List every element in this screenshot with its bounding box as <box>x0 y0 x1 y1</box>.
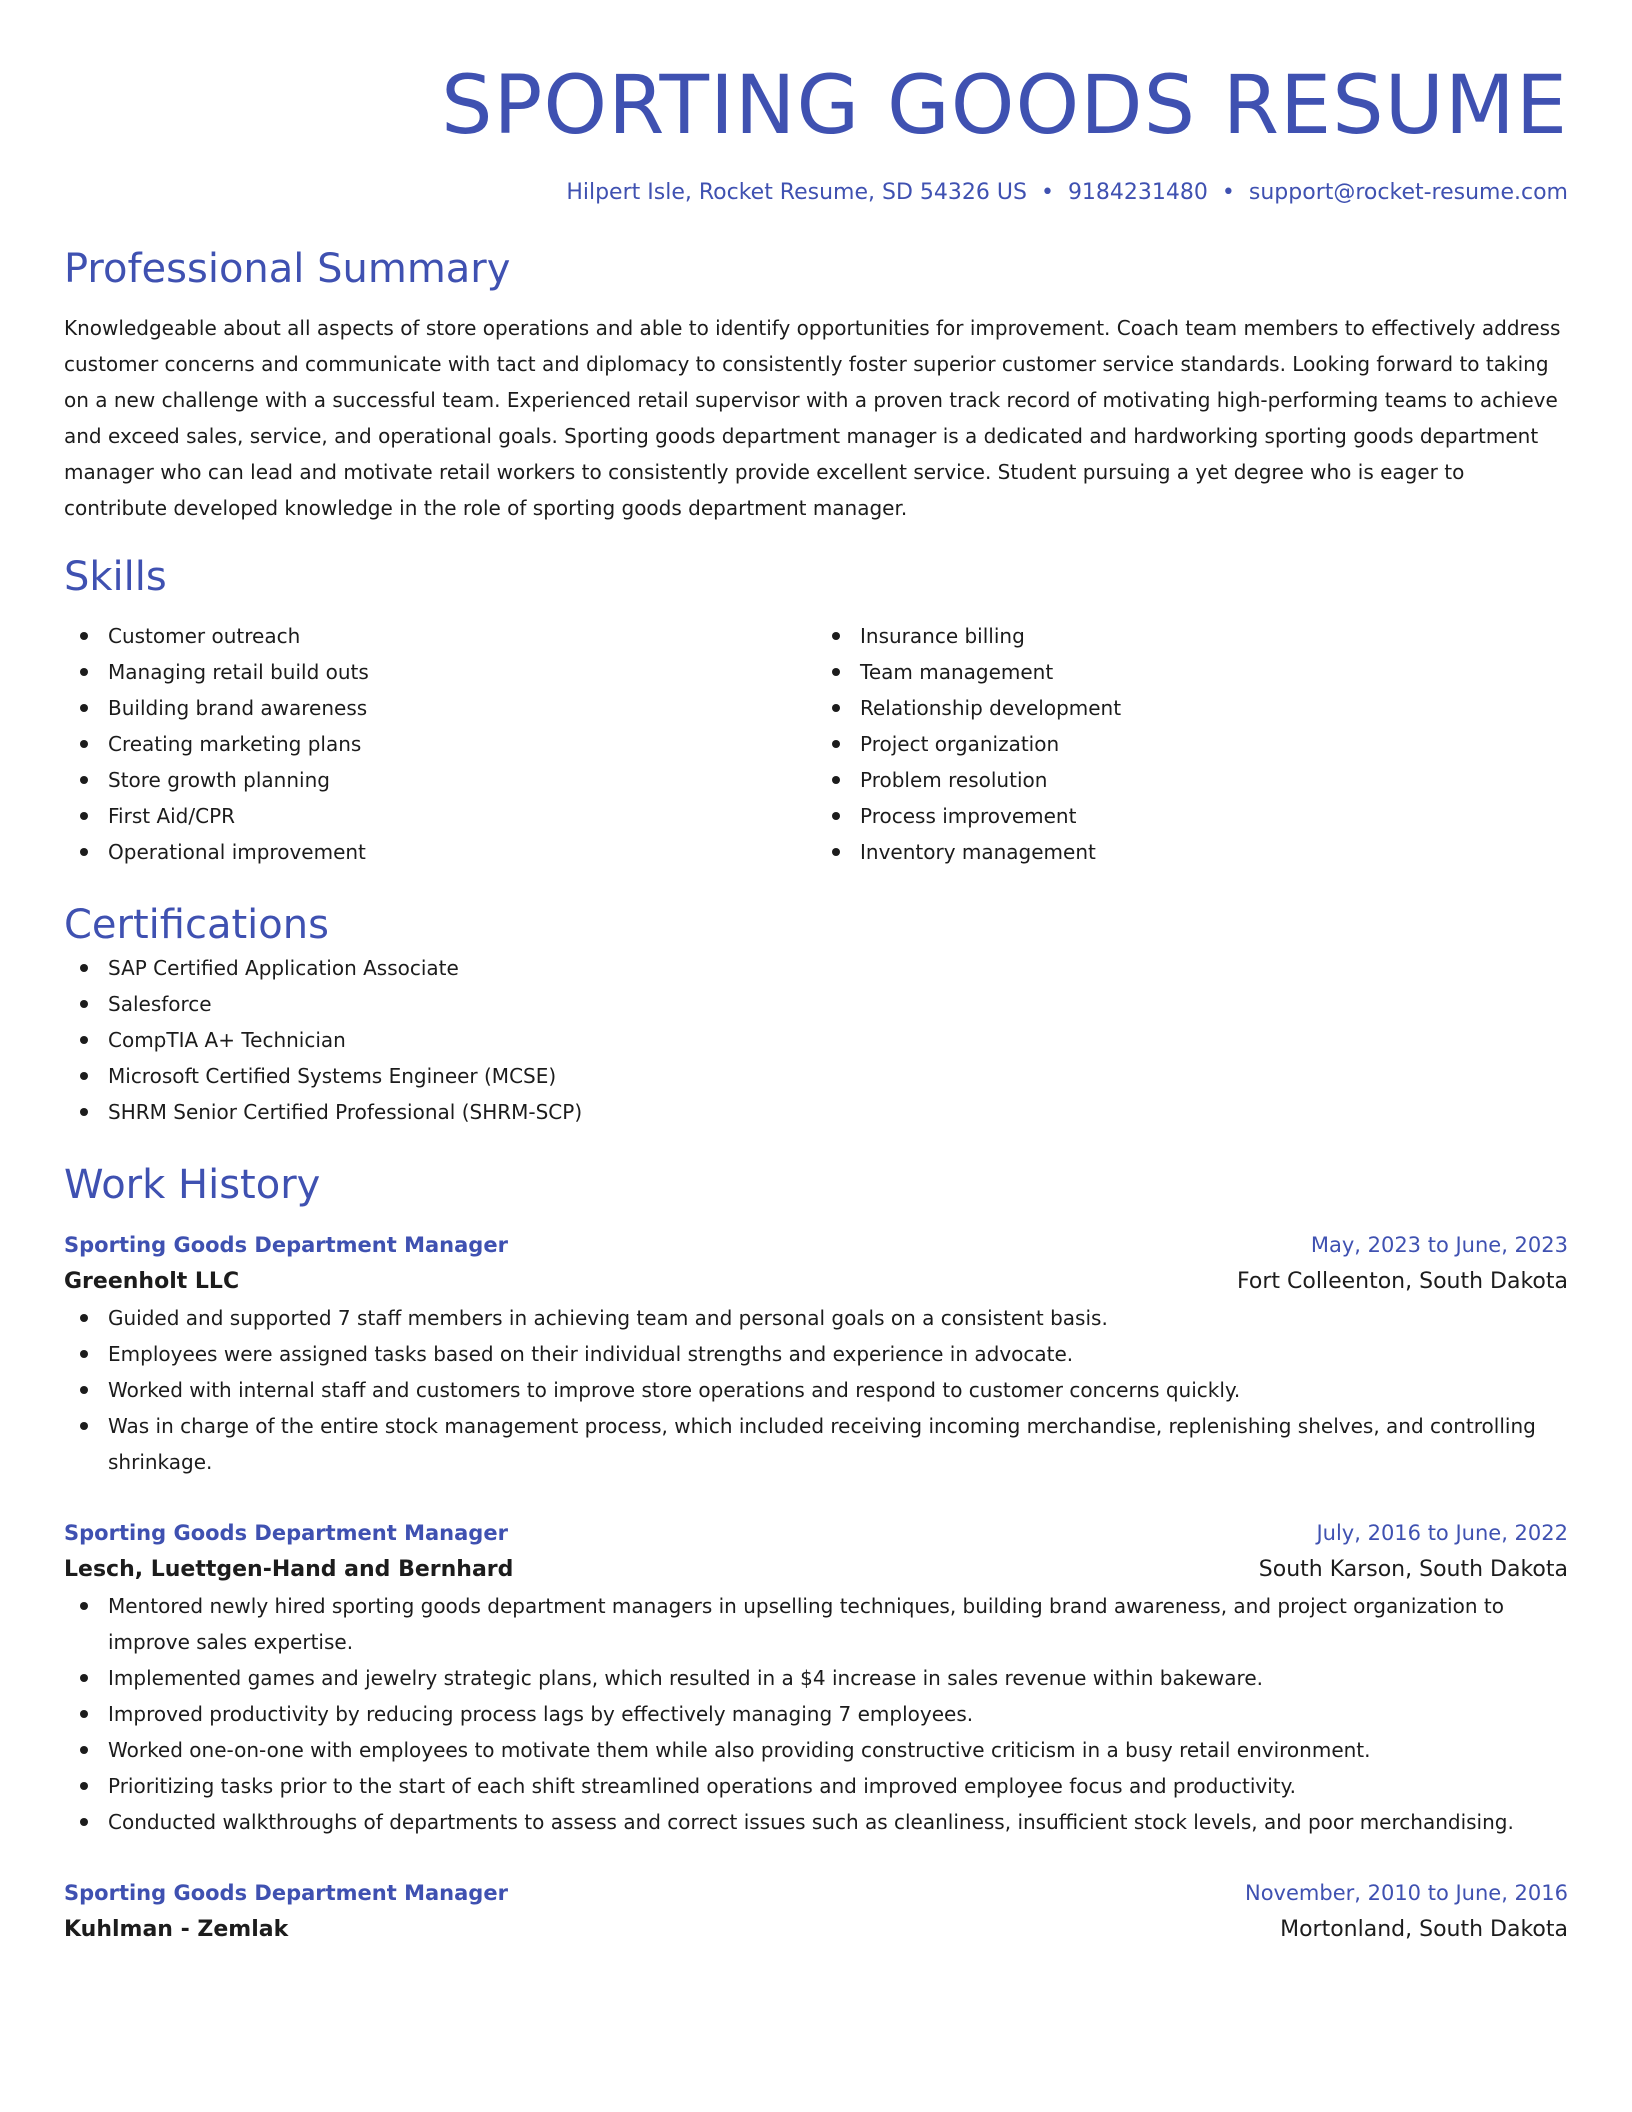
job-entry <box>64 1226 1568 1480</box>
certification-item <box>64 1022 1568 1058</box>
job-company-row <box>64 1552 1568 1588</box>
bullet-dot <box>80 1072 88 1080</box>
job-bullet-text: Guided and supported 7 staff members in achieving team and personal goals on a consistent basis. <box>108 1306 1108 1330</box>
skill-item-text: Building brand awareness <box>108 696 368 720</box>
bullet-dot <box>80 776 88 784</box>
job-bullet-text: Mentored newly hired sporting goods department managers in upselling techniques, building brand awareness, and project organization to improve sales expertise. <box>108 1594 1504 1654</box>
resume-title: SPORTING GOODS RESUME <box>441 59 1568 153</box>
job-bullet <box>64 1804 1568 1840</box>
bullet-dot <box>80 1386 88 1394</box>
job-bullet <box>64 1588 1568 1660</box>
bullet-dot <box>80 1108 88 1116</box>
job-bullet <box>64 1660 1568 1696</box>
bullet-dot <box>80 1710 88 1718</box>
job-bullet <box>64 1696 1568 1732</box>
bullet-dot <box>80 1602 88 1610</box>
job-company: Kuhlman - Zemlak <box>64 1917 289 1942</box>
job-dates: May, 2023 to June, 2023 <box>1310 1233 1568 1257</box>
resume-page <box>64 0 1568 1948</box>
skill-item <box>816 762 1568 798</box>
bullet-dot <box>80 964 88 972</box>
skills-columns <box>64 618 1568 870</box>
summary-heading: Professional Summary <box>64 246 511 292</box>
bullet-dot <box>832 704 840 712</box>
job-company: Lesch, Luettgen-Hand and Bernhard <box>64 1557 514 1582</box>
contact-address: Hilpert Isle, Rocket Resume, SD 54326 US <box>566 180 1027 205</box>
bullet-dot <box>832 632 840 640</box>
certification-item <box>64 1094 1568 1130</box>
skill-item <box>816 798 1568 834</box>
skill-item <box>816 690 1568 726</box>
bullet-dot <box>80 1000 88 1008</box>
skills-column-left <box>64 618 816 870</box>
bullet-dot <box>832 740 840 748</box>
skill-item <box>64 618 816 654</box>
skills-column-right <box>816 618 1568 870</box>
bullet-dot <box>80 1422 88 1430</box>
work-history-list <box>64 1226 1568 1948</box>
skills-list-right <box>816 618 1568 870</box>
job-location: Fort Colleenton, South Dakota <box>1237 1269 1568 1294</box>
summary-text: Knowledgeable about all aspects of store operations and able to identify opportunities for improvement. Coach team members to effectively address customer concerns and communicate with tact and diplomacy to consistently foster superior customer service standards. Looking forward to taking on a new challenge with a successful team. Experienced retail supervisor with a proven track record of motivating high-performing teams to achieve and exceed sales, service, and operational goals. Sporting goods department manager is a dedicated and hardworking sporting goods department manager who can lead and motivate retail workers to consistently provide excellent service. Student pursuing a yet degree who is eager to contribute developed knowledge in the role of sporting goods department manager. <box>64 316 1561 520</box>
certification-item-text: CompTIA A+ Technician <box>108 1028 346 1052</box>
skill-item-text: Store growth planning <box>108 768 330 792</box>
skill-item <box>64 798 816 834</box>
job-location: South Karson, South Dakota <box>1258 1557 1568 1582</box>
job-bullet <box>64 1408 1568 1480</box>
skill-item-text: Relationship development <box>860 696 1122 720</box>
skill-item-text: Team management <box>860 660 1054 684</box>
job-bullet <box>64 1372 1568 1408</box>
skills-heading: Skills <box>64 554 167 600</box>
job-title-row <box>64 1874 1568 1912</box>
skill-item-text: Problem resolution <box>860 768 1048 792</box>
skill-item <box>64 762 816 798</box>
job-bullet-text: Was in charge of the entire stock management process, which included receiving incoming merchandise, replenishing shelves, and controlling shrinkage. <box>108 1414 1536 1474</box>
job-dates: November, 2010 to June, 2016 <box>1245 1881 1568 1905</box>
bullet-dot <box>832 812 840 820</box>
job-company-row <box>64 1912 1568 1948</box>
skill-item <box>64 726 816 762</box>
job-title-row <box>64 1514 1568 1552</box>
job-bullet <box>64 1768 1568 1804</box>
certification-item-text: Salesforce <box>108 992 212 1016</box>
skill-item-text: Customer outreach <box>108 624 301 648</box>
job-bullet-list <box>64 1300 1568 1480</box>
bullet-dot <box>80 1674 88 1682</box>
skill-item-text: First Aid/CPR <box>108 804 236 828</box>
certification-item <box>64 986 1568 1022</box>
certification-item-text: Microsoft Certified Systems Engineer (MCSE) <box>108 1064 557 1088</box>
job-bullet-text: Improved productivity by reducing process lags by effectively managing 7 employees. <box>108 1702 974 1726</box>
skill-item-text: Process improvement <box>860 804 1077 828</box>
bullet-dot <box>80 1350 88 1358</box>
job-bullet-text: Worked one-on-one with employees to motivate them while also providing constructive criticism in a busy retail environment. <box>108 1738 1371 1762</box>
contact-email[interactable]: support@rocket-resume.com <box>1248 180 1568 205</box>
job-bullet <box>64 1300 1568 1336</box>
contact-phone: 9184231480 <box>1067 180 1208 205</box>
certifications-heading: Certifications <box>64 902 329 948</box>
certification-item <box>64 1058 1568 1094</box>
job-bullet <box>64 1732 1568 1768</box>
job-bullet-text: Conducted walkthroughs of departments to assess and correct issues such as cleanliness, insufficient stock levels, and poor merchandising. <box>108 1810 1514 1834</box>
certification-item-text: SAP Certified Application Associate <box>108 956 459 980</box>
bullet-dot <box>80 1782 88 1790</box>
bullet-dot <box>832 776 840 784</box>
job-role: Sporting Goods Department Manager <box>64 1521 508 1545</box>
bullet-dot <box>80 704 88 712</box>
bullet-dot <box>832 668 840 676</box>
skills-list-left <box>64 618 816 870</box>
job-bullet-list <box>64 1588 1568 1840</box>
job-entry <box>64 1874 1568 1948</box>
skill-item-text: Creating marketing plans <box>108 732 362 756</box>
job-bullet-text: Implemented games and jewelry strategic plans, which resulted in a $4 increase in sales revenue within bakeware. <box>108 1666 1263 1690</box>
work-history-heading: Work History <box>64 1162 321 1208</box>
job-entry <box>64 1514 1568 1840</box>
job-company: Greenholt LLC <box>64 1269 240 1294</box>
skill-item <box>816 726 1568 762</box>
certification-item <box>64 950 1568 986</box>
job-role: Sporting Goods Department Manager <box>64 1233 508 1257</box>
skill-item-text: Insurance billing <box>860 624 1025 648</box>
skill-item <box>816 654 1568 690</box>
bullet-dot <box>80 848 88 856</box>
skill-item <box>64 654 816 690</box>
certification-item-text: SHRM Senior Certified Professional (SHRM-SCP) <box>108 1100 583 1124</box>
skill-item-text: Managing retail build outs <box>108 660 369 684</box>
skill-item <box>64 690 816 726</box>
bullet-dot <box>80 812 88 820</box>
bullet-dot <box>80 1746 88 1754</box>
job-role: Sporting Goods Department Manager <box>64 1881 508 1905</box>
job-bullet-text: Employees were assigned tasks based on their individual strengths and experience in advocate. <box>108 1342 1074 1366</box>
skill-item <box>816 618 1568 654</box>
skill-item <box>64 834 816 870</box>
bullet-dot <box>80 1314 88 1322</box>
job-bullet-text: Prioritizing tasks prior to the start of each shift streamlined operations and improved employee focus and productivity. <box>108 1774 1296 1798</box>
bullet-dot <box>80 740 88 748</box>
bullet-dot <box>832 848 840 856</box>
skill-item-text: Project organization <box>860 732 1060 756</box>
contact-separator: • <box>1221 180 1235 205</box>
job-bullet-text: Worked with internal staff and customers to improve store operations and respond to customer concerns quickly. <box>108 1378 1241 1402</box>
contact-separator: • <box>1040 180 1054 205</box>
job-location: Mortonland, South Dakota <box>1280 1917 1568 1942</box>
job-dates: July, 2016 to June, 2022 <box>1316 1521 1568 1545</box>
bullet-dot <box>80 1036 88 1044</box>
contact-line <box>64 178 1568 208</box>
skill-item <box>816 834 1568 870</box>
skill-item-text: Inventory management <box>860 840 1096 864</box>
bullet-dot <box>80 632 88 640</box>
bullet-dot <box>80 668 88 676</box>
bullet-dot <box>80 1818 88 1826</box>
job-bullet <box>64 1336 1568 1372</box>
certifications-list <box>64 950 1568 1130</box>
skill-item-text: Operational improvement <box>108 840 366 864</box>
job-company-row <box>64 1264 1568 1300</box>
job-title-row <box>64 1226 1568 1264</box>
